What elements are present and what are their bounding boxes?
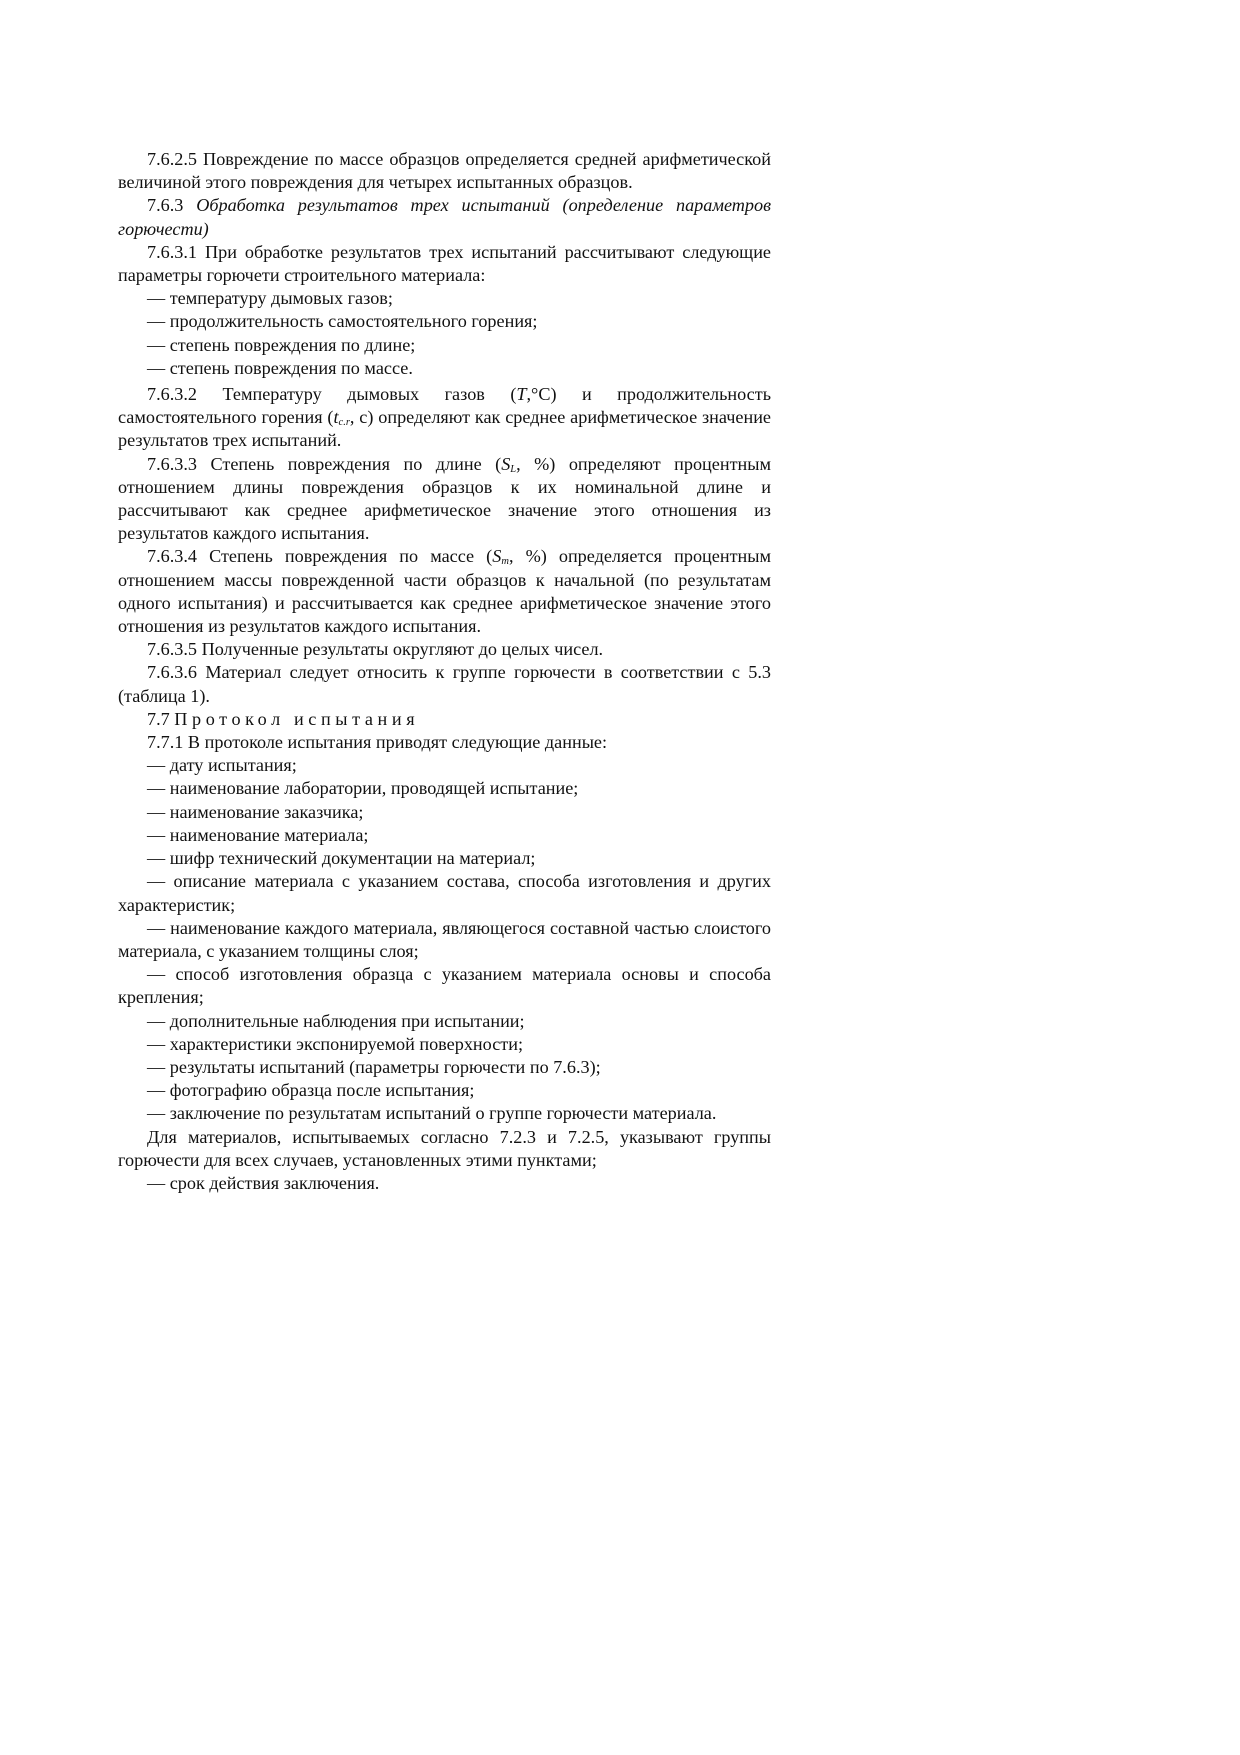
paragraph-7-7-1: 7.7.1 В протоколе испытания приводят следующие данные:	[147, 732, 608, 753]
list-item: — результаты испытаний (параметры горючести по 7.6.3);	[147, 1056, 601, 1077]
text-run: , %) определяется процентным отношением массы поврежденной части образцов к начальной (по результатам одного испытания) и рассчитывается как среднее арифметическое значение этого отношения из результатов каждого испытания.	[118, 546, 771, 637]
text-run: 7.6.3.2 Температуру дымовых газов (	[147, 384, 517, 405]
paragraph-7-6-3-4	[118, 545, 771, 638]
subscript: c.r	[338, 417, 350, 429]
paragraph-7-6-3-5: 7.6.3.5 Полученные результаты округляют до целых чисел.	[147, 639, 604, 660]
subscript: L	[510, 463, 517, 475]
list-item: — наименование лаборатории, проводящей испытание;	[147, 778, 579, 799]
paragraph-7-6-3-6: 7.6.3.6 Материал следует относить к группе горючести в соответствии с 5.3 (таблица 1).	[118, 662, 771, 706]
text-run: 7.6.3.4 Степень повреждения по массе (	[147, 546, 493, 567]
list-item: — способ изготовления образца с указанием материала основы и способа крепления;	[118, 964, 771, 1008]
heading-number: 7.7	[147, 708, 170, 729]
list-item: — наименование материала;	[147, 824, 369, 845]
variable-t-cr: t	[333, 407, 339, 428]
variable-s: S	[501, 453, 511, 474]
text-run: , %) определяют процентным отношением длины повреждения образцов к их номинальной длине и рассчитывают как среднее арифметическое значение этого отношения из результатов каждого испытания.	[118, 453, 771, 544]
heading-7-6-3	[118, 194, 771, 240]
subscript: m	[501, 556, 509, 568]
heading-7-7	[118, 708, 771, 731]
list-item: — температуру дымовых газов;	[147, 288, 393, 309]
paragraph-7-6-3-3	[118, 453, 771, 546]
variable-s: S	[492, 546, 502, 567]
list-item: — наименование каждого материала, являющегося составной частью слоистого материала, с указанием толщины слоя;	[118, 917, 771, 961]
heading-title: Обработка результатов трех испытаний (определение параметров горючести)	[118, 195, 772, 239]
heading-title: Протокол испытания	[174, 708, 420, 729]
list-item: — продолжительность самостоятельного горения;	[147, 311, 538, 332]
list-item: — шифр технический документации на материал;	[147, 848, 536, 869]
list-item: — характеристики экспонируемой поверхности;	[147, 1033, 524, 1054]
text-run: 7.6.3.3 Степень повреждения по длине (	[147, 453, 502, 474]
list-item: — степень повреждения по массе.	[147, 357, 413, 378]
document-page	[118, 148, 771, 1195]
paragraph-7-6-3-1: 7.6.3.1 При обработке результатов трех испытаний рассчитывают следующие параметры горючети строительного материала:	[118, 241, 771, 286]
text-run: ,°С) и продолжительность самостоятельного горения (	[118, 384, 771, 428]
paragraph-7-6-2-5: 7.6.2.5 Повреждение по массе образцов определяется средней арифметической величиной этого повреждения для четырех испытанных образцов.	[118, 149, 771, 193]
list-item: — описание материала с указанием состава, способа изготовления и других характеристик;	[118, 871, 771, 915]
list-item: — дополнительные наблюдения при испытании;	[147, 1010, 525, 1031]
list-item: — степень повреждения по длине;	[147, 334, 416, 355]
heading-number: 7.6.3	[147, 195, 184, 216]
list-item: — дату испытания;	[147, 755, 297, 776]
paragraph-7-6-3-2	[118, 383, 771, 453]
list-item: — заключение по результатам испытаний о группе горючести материала.	[147, 1103, 717, 1124]
paragraph-note: Для материалов, испытываемых согласно 7.2.3 и 7.2.5, указывают группы горючести для всех случаев, установленных этими пунктами;	[118, 1126, 771, 1170]
text-run: , с) определяют как среднее арифметическое значение результатов трех испытаний.	[118, 407, 772, 451]
list-item: — срок действия заключения.	[147, 1172, 380, 1193]
list-item: — наименование заказчика;	[147, 801, 364, 822]
list-item: — фотографию образца после испытания;	[147, 1080, 475, 1101]
variable-t: T	[516, 384, 527, 405]
